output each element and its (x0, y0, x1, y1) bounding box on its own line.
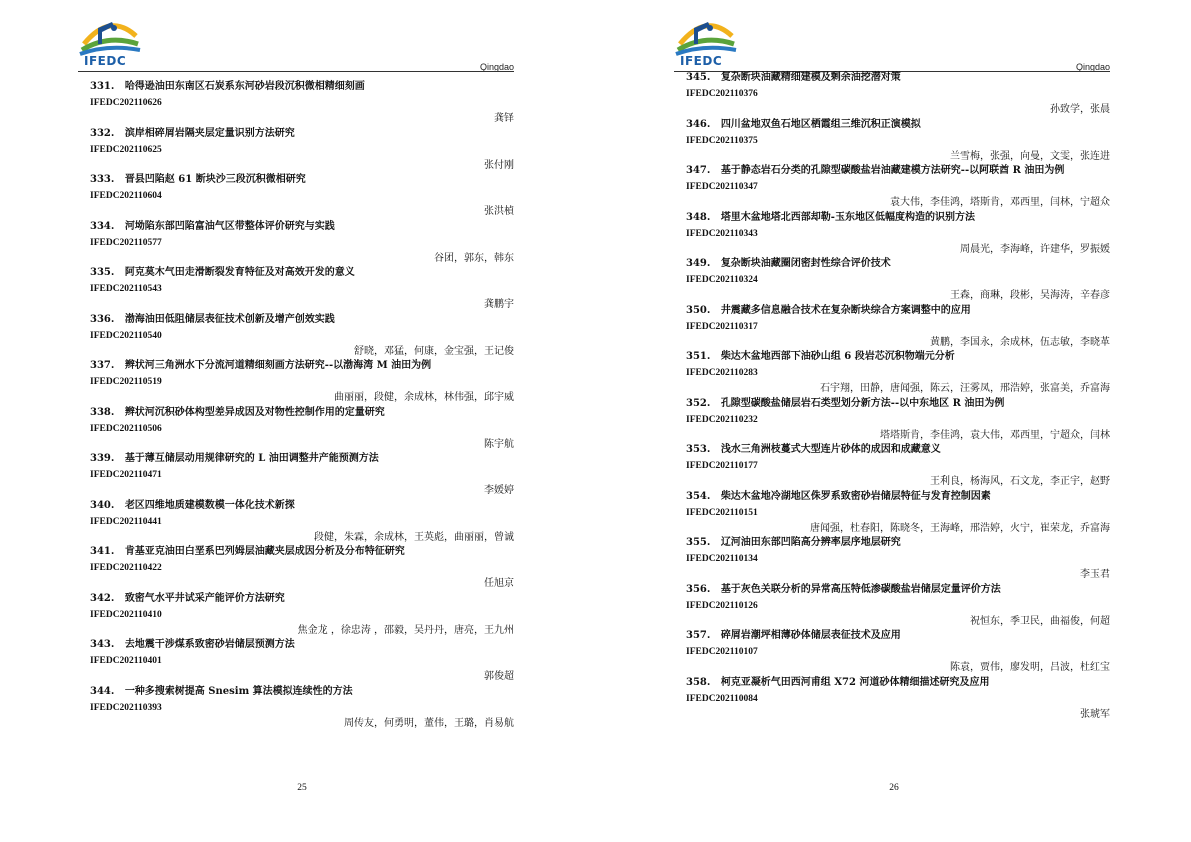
entry-code: IFEDC202110506 (90, 423, 162, 434)
entry-title-text: 辫状河三角洲水下分流河道精细刻画方法研究--以渤海湾 M 油田为例 (124, 360, 432, 371)
entry-title (90, 128, 295, 140)
entry-title (90, 81, 365, 93)
entry-authors: 塔塔斯肯，李佳鸿，袁大伟，邓西里，宁超众，闫林 (880, 429, 1110, 441)
paper-entry (686, 119, 1110, 166)
entry-authors: 王森，商琳，段彬，吴海涛，辛春彦 (950, 290, 1110, 301)
logo-text: IFEDC (84, 54, 127, 68)
entry-number: 351. (686, 351, 711, 362)
entry-title (686, 119, 921, 131)
entry-authors: 石宇翔，田静，唐闻强，陈云，汪雾凤，邢浩婷，张富美，乔富海 (820, 383, 1110, 394)
entry-code: IFEDC202110376 (686, 89, 758, 99)
paper-entry (90, 128, 514, 175)
entry-code: IFEDC202110317 (686, 321, 758, 332)
entry-authors: 黄鹏，李国永，余成林，伍志敏，李晓革 (930, 336, 1110, 348)
page-number: 25 (297, 783, 307, 793)
entry-authors: 陈宇航 (484, 438, 514, 450)
entry-title-text: 去地震干涉煤系致密砂岩储层预测方法 (124, 639, 295, 650)
entry-title (90, 407, 385, 419)
entry-title-text: 孔隙型碳酸盐储层岩石类型划分新方法--以中东地区 R 油田为例 (720, 397, 1005, 409)
entry-number: 345. (686, 72, 711, 83)
entry-title-text: 河坳陷东部凹陷富油气区带整体评价研究与实践 (124, 220, 335, 232)
paper-entry (686, 677, 1110, 724)
entry-number: 338. (90, 406, 115, 418)
entry-code: IFEDC202110134 (686, 554, 758, 564)
entry-title (90, 593, 285, 605)
entry-code: IFEDC202110393 (90, 702, 162, 713)
entry-number: 357. (686, 630, 711, 641)
paper-entry (686, 212, 1110, 259)
entry-title-text: 塔里木盆地塔北西部却勒-玉东地区低幅度构造的识别方法 (720, 211, 975, 223)
paper-entry (686, 305, 1110, 352)
entry-authors: 李媛婷 (484, 485, 514, 496)
entry-code: IFEDC202110540 (90, 330, 162, 341)
entry-number: 343. (90, 639, 115, 650)
header-city: Qingdao (479, 62, 514, 72)
entry-title-text: 滨岸相碎屑岩隔夹层定量识别方法研究 (124, 127, 295, 139)
entry-code: IFEDC202110422 (90, 563, 162, 573)
paper-entry (686, 444, 1110, 491)
paper-entry (90, 639, 514, 686)
logo-text: IFEDC (680, 54, 723, 68)
entry-title (90, 639, 295, 651)
entry-title-text: 辽河油田东部凹陷高分辨率层序地层研究 (720, 537, 901, 548)
page-header (78, 14, 514, 72)
entry-title (686, 444, 941, 456)
paper-entry (90, 221, 514, 268)
paper-entry (90, 686, 514, 733)
entry-code: IFEDC202110604 (90, 191, 162, 201)
paper-entry (686, 537, 1110, 584)
entry-title-text: 碎屑岩潮坪相薄砂体储层表征技术及应用 (720, 630, 901, 641)
entry-number: 356. (686, 583, 711, 595)
entry-title-text: 柴达木盆地西部下油砂山组 6 段岩芯沉积物端元分析 (720, 351, 955, 362)
entry-code: IFEDC202110347 (686, 182, 758, 192)
entry-title-text: 渤海油田低阻储层表征技术创新及增产创效实践 (124, 313, 335, 325)
entry-title-text: 柴达木盆地冷湖地区侏罗系致密砂岩储层特征与发育控制因素 (720, 490, 991, 502)
entry-title (90, 453, 379, 465)
paper-entry (686, 630, 1110, 677)
entry-title-text: 阿克莫木气田走滑断裂发育特征及对高效开发的意义 (124, 267, 355, 278)
entry-number: 355. (686, 537, 711, 548)
entry-number: 346. (686, 118, 711, 130)
entry-authors: 祝恒东，季卫民，曲福俊，何超 (970, 615, 1110, 627)
entry-number: 344. (90, 685, 115, 697)
entry-title (686, 491, 991, 503)
paper-entry (90, 360, 514, 407)
entry-title-text: 肯基亚克油田白垩系巴列姆层油藏夹层成因分析及分布特征研究 (124, 546, 405, 557)
entry-title (686, 398, 1004, 410)
entry-code: IFEDC202110543 (90, 284, 162, 294)
entry-number: 353. (686, 444, 711, 455)
entry-title-text: 晋县凹陷赵 61 断块沙三段沉积微相研究 (124, 174, 306, 185)
entry-title (90, 500, 295, 512)
entry-title (686, 72, 901, 84)
entry-title (90, 314, 335, 326)
entry-number: 337. (90, 360, 115, 371)
entry-number: 339. (90, 453, 115, 464)
entry-title-text: 老区四维地质建模数模一体化技术新探 (124, 499, 295, 511)
paper-entry (90, 174, 514, 221)
entry-number: 358. (686, 676, 711, 688)
entry-title (686, 537, 901, 549)
paper-entry (90, 407, 514, 454)
entry-title (90, 360, 431, 372)
entry-code: IFEDC202110107 (686, 647, 758, 657)
entry-number: 347. (686, 165, 711, 176)
entry-list (90, 81, 514, 732)
entry-code: IFEDC202110626 (90, 98, 162, 108)
entry-title (686, 351, 955, 363)
entry-title-text: 致密气水平井试采产能评价方法研究 (124, 592, 285, 604)
header-rule (78, 71, 514, 72)
entry-code: IFEDC202110343 (686, 228, 758, 239)
entry-authors: 周晨光，李海峰，许建华，罗振媛 (960, 243, 1110, 255)
entry-title (686, 165, 1064, 177)
entry-authors: 陈袁，贾伟，廖发明，吕波，杜红宝 (950, 662, 1110, 673)
entry-title-text: 基于灰色关联分析的异常高压特低渗碳酸盐岩储层定量评价方法 (720, 583, 1001, 595)
entry-number: 335. (90, 267, 115, 278)
entry-title-text: 复杂断块油藏圈闭密封性综合评价技术 (720, 258, 891, 269)
paper-entry (686, 584, 1110, 631)
paper-entry (686, 398, 1110, 445)
entry-title (90, 221, 335, 233)
entry-authors: 段健，朱霖，余成林，王英彪，曲丽丽，曾诚 (314, 531, 514, 543)
paper-entry (90, 500, 514, 547)
entry-authors: 袁大伟，李佳鸿，塔斯肯，邓西里，闫林，宁超众 (890, 197, 1110, 208)
entry-authors: 张洪楨 (484, 206, 514, 217)
entry-title-text: 基于静态岩石分类的孔隙型碳酸盐岩油藏建模方法研究--以阿联酋 R 油田为例 (720, 165, 1065, 176)
entry-number: 354. (686, 490, 711, 502)
entry-authors: 焦金龙 ，徐忠涛 ，邵毅，吴丹丹，唐亮，王九州 (297, 624, 514, 636)
entry-authors: 周传友，何勇明，董伟，王璐，肖易航 (344, 717, 514, 729)
entry-number: 340. (90, 499, 115, 511)
entry-title-text: 一种多搜索树提高 Snesim 算法模拟连续性的方法 (124, 685, 353, 697)
entry-authors: 张琥军 (1080, 708, 1110, 720)
entry-code: IFEDC202110577 (90, 237, 162, 248)
entry-code: IFEDC202110324 (686, 275, 758, 285)
entry-title-text: 哈得逊油田东南区石炭系东河砂岩段沉积微相精细刻画 (124, 81, 365, 92)
entry-number: 334. (90, 220, 115, 232)
entry-authors: 王利良，杨海风，石文龙，李正宇，赵野 (930, 476, 1110, 487)
entry-title-text: 井震藏多信息融合技术在复杂断块综合方案调整中的应用 (720, 304, 971, 316)
entry-number: 350. (686, 304, 711, 316)
entry-title (686, 630, 901, 642)
entry-code: IFEDC202110375 (686, 135, 758, 146)
entry-authors: 孙致学，张晨 (1050, 104, 1110, 115)
entry-number: 348. (686, 211, 711, 223)
header-city: Qingdao (1075, 62, 1110, 72)
entry-title (686, 677, 989, 689)
entry-code: IFEDC202110410 (90, 609, 162, 620)
paper-entry (686, 491, 1110, 538)
entry-number: 352. (686, 397, 711, 409)
paper-entry (90, 81, 514, 128)
entry-authors: 任旭京 (484, 578, 514, 589)
entry-title (90, 546, 405, 558)
paper-entry (90, 593, 514, 640)
paper-entry (686, 72, 1110, 119)
entry-code: IFEDC202110177 (686, 461, 758, 471)
entry-title (686, 584, 1001, 596)
paper-entry (90, 546, 514, 593)
entry-title-text: 浅水三角洲枝蔓式大型连片砂体的成因和成藏意义 (720, 444, 941, 455)
entry-number: 341. (90, 546, 115, 557)
entry-title (686, 258, 891, 270)
entry-authors: 舒晓，邓猛，何康，金宝强，王记俊 (354, 345, 514, 357)
entry-code: IFEDC202110084 (686, 693, 758, 704)
entry-code: IFEDC202110151 (686, 507, 758, 518)
paper-entry (90, 314, 514, 361)
entry-title (686, 212, 975, 224)
entry-authors: 郭俊超 (484, 671, 514, 682)
entry-authors: 唐闻强，杜春阳，陈晓冬，王海峰，邢浩婷，火宁，崔荣龙，乔富海 (810, 522, 1110, 534)
entry-list (686, 72, 1110, 723)
entry-number: 331. (90, 81, 115, 92)
entry-authors: 龚铎 (494, 113, 514, 124)
entry-code: IFEDC202110401 (90, 656, 162, 666)
entry-number: 333. (90, 174, 115, 185)
entry-code: IFEDC202110126 (686, 600, 758, 611)
entry-title-text: 基于薄互储层动用规律研究的 L 油田调整井产能预测方法 (124, 453, 379, 464)
page-header (674, 14, 1110, 72)
paper-entry (686, 165, 1110, 212)
entry-title-text: 辫状河沉积砂体构型差异成因及对物性控制作用的定量研究 (124, 406, 385, 418)
entry-authors: 张付刚 (484, 159, 514, 171)
page-right (596, 0, 1191, 842)
entry-authors: 龚鹏宇 (484, 299, 514, 310)
entry-title (90, 267, 355, 279)
paper-entry (686, 258, 1110, 305)
entry-authors: 李玉君 (1080, 569, 1110, 580)
entry-code: IFEDC202110232 (686, 414, 758, 425)
page-left (0, 0, 595, 842)
paper-entry (90, 453, 514, 500)
entry-title (90, 686, 353, 698)
entry-title (686, 305, 971, 317)
paper-entry (686, 351, 1110, 398)
entry-number: 349. (686, 258, 711, 269)
entry-number: 332. (90, 127, 115, 139)
entry-authors: 曲丽丽，段健，余成林，林伟强，邱宇威 (334, 392, 514, 403)
entry-code: IFEDC202110519 (90, 377, 162, 387)
entry-title-text: 复杂断块油藏精细建模及剩余油挖潜对策 (720, 72, 901, 83)
entry-title-text: 四川盆地双鱼石地区栖霞组三维沉积正演模拟 (720, 118, 921, 130)
entry-title (90, 174, 306, 186)
paper-entry (90, 267, 514, 314)
entry-code: IFEDC202110441 (90, 516, 162, 527)
entry-title-text: 柯克亚凝析气田西河甫组 X72 河道砂体精细描述研究及应用 (720, 676, 990, 688)
entry-authors: 谷团，郭东，韩东 (434, 252, 514, 264)
entry-code: IFEDC202110283 (686, 368, 758, 378)
page-number: 26 (889, 783, 899, 793)
entry-number: 342. (90, 592, 115, 604)
entry-code: IFEDC202110471 (90, 470, 162, 480)
entry-code: IFEDC202110625 (90, 144, 162, 155)
entry-authors: 兰雪梅，张强，向曼，文雯，张连进 (950, 150, 1110, 162)
entry-number: 336. (90, 313, 115, 325)
